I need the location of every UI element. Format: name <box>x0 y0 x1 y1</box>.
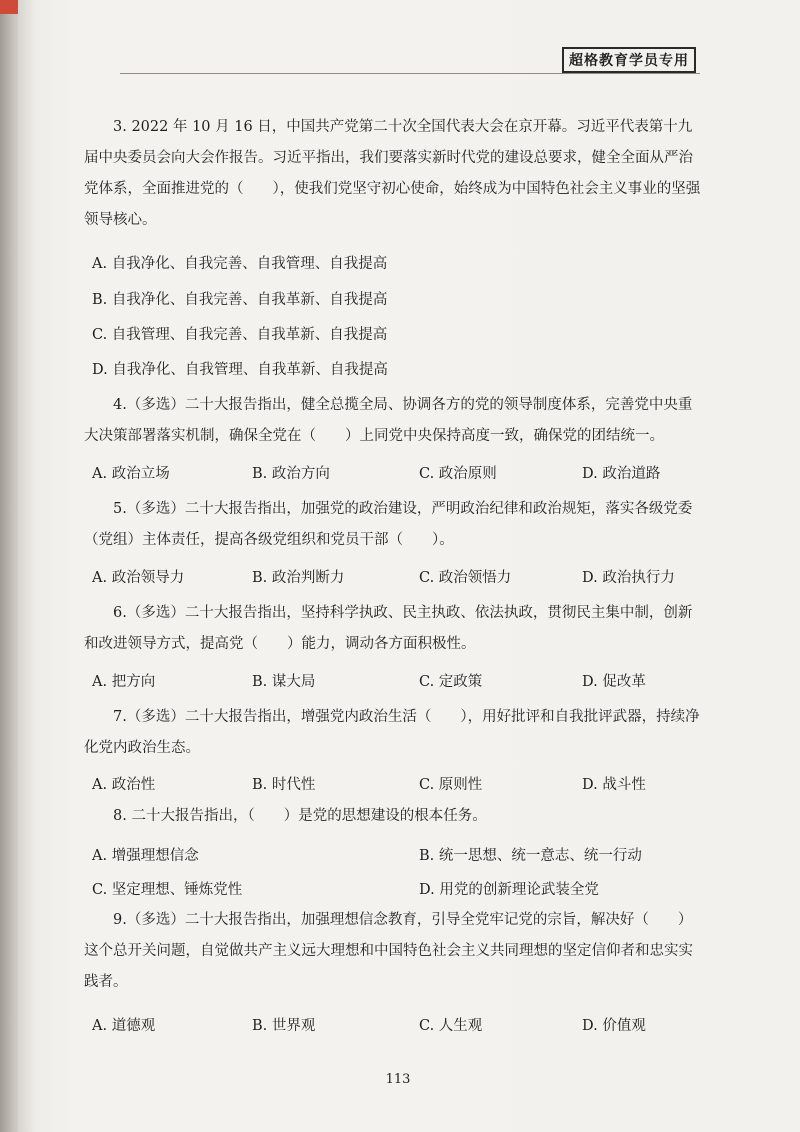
question-9-options <box>92 1014 702 1044</box>
question-5-options <box>92 566 702 596</box>
option-label: D. 自我净化、自我管理、自我革新、自我提高 <box>92 362 388 378</box>
option-a: A. 把方向 <box>92 674 156 690</box>
header-badge: 超格教育学员专用 <box>562 47 696 73</box>
question-3-option-c <box>92 323 702 353</box>
option-label: A. 自我净化、自我完善、自我管理、自我提高 <box>92 256 388 272</box>
option-b: B. 谋大局 <box>252 674 316 690</box>
question-7-options <box>92 773 702 803</box>
option-b: B. 时代性 <box>252 777 316 793</box>
question-7-text: 7.（多选）二十大报告指出，增强党内政治生活（ ），用好批评和自我批评武器，持续净化党内政治生态。 <box>84 709 700 756</box>
option-d: D. 用党的创新理论武装全党 <box>419 882 599 898</box>
option-d: D. 战斗性 <box>582 777 646 793</box>
question-4-text: 4.（多选）二十大报告指出，健全总揽全局、协调各方的党的领导制度体系，完善党中央重大决策部署落实机制，确保全党在（ ）上同党中央保持高度一致，确保党的团结统一。 <box>84 397 693 444</box>
option-c: C. 原则性 <box>419 777 483 793</box>
question-3-option-a <box>92 252 702 282</box>
option-d: D. 政治道路 <box>582 466 661 482</box>
option-label: B. 自我净化、自我完善、自我革新、自我提高 <box>92 292 388 308</box>
option-c: C. 人生观 <box>419 1018 483 1034</box>
question-9-text: 9.（多选）二十大报告指出，加强理想信念教育，引导全党牢记党的宗旨，解决好（ ）这个总开关问题，自觉做共产主义远大理想和中国特色社会主义共同理想的坚定信仰者和忠实实践者。 <box>84 912 693 990</box>
page-number: 113 <box>385 1072 411 1087</box>
option-c: C. 定政策 <box>419 674 483 690</box>
option-b: B. 政治方向 <box>252 466 330 482</box>
question-6-text: 6.（多选）二十大报告指出，坚持科学执政、民主执政、依法执政，贯彻民主集中制，创新和改进领导方式，提高党（ ）能力，调动各方面积极性。 <box>84 605 693 652</box>
option-b: B. 世界观 <box>252 1018 316 1034</box>
option-a: A. 政治立场 <box>92 466 170 482</box>
option-d: D. 促改革 <box>582 674 646 690</box>
option-a: A. 政治性 <box>92 777 156 793</box>
option-a: A. 增强理想信念 <box>92 848 199 864</box>
option-b: B. 统一思想、统一意志、统一行动 <box>419 848 642 864</box>
option-d: D. 价值观 <box>582 1018 646 1034</box>
question-8-text: 8. 二十大报告指出，（ ）是党的思想建设的根本任务。 <box>113 808 487 824</box>
question-3-option-d <box>92 358 702 388</box>
option-a: A. 政治领导力 <box>92 570 185 586</box>
question-5-text: 5.（多选）二十大报告指出，加强党的政治建设，严明政治纪律和政治规矩，落实各级党委（党组）主体责任，提高各级党组织和党员干部（ ）。 <box>84 501 693 548</box>
option-c: C. 政治原则 <box>419 466 497 482</box>
question-3-option-b <box>92 288 702 318</box>
option-a: A. 道德观 <box>92 1018 156 1034</box>
header-rule <box>120 73 700 74</box>
red-corner-mark <box>0 0 18 14</box>
question-8-options-row-2 <box>92 878 702 908</box>
option-d: D. 政治执行力 <box>582 570 675 586</box>
option-b: B. 政治判断力 <box>252 570 345 586</box>
question-4-options <box>92 462 702 492</box>
option-label: C. 自我管理、自我完善、自我革新、自我提高 <box>92 327 388 343</box>
question-8-options-row-1 <box>92 844 702 874</box>
question-3-text: 3. 2022 年 10 月 16 日，中国共产党第二十次全国代表大会在京开幕。习近平代表第十九届中央委员会向大会作报告。习近平指出，我们要落实新时代党的建设总要求，健全全面从严治党体系，全面推进党的（ ），使我们党坚守初心使命，始终成为中国特色社会主义事业的坚强领导核心。 <box>84 119 701 228</box>
question-6-options <box>92 670 702 700</box>
option-c: C. 坚定理想、锤炼党性 <box>92 882 243 898</box>
option-c: C. 政治领悟力 <box>419 570 512 586</box>
